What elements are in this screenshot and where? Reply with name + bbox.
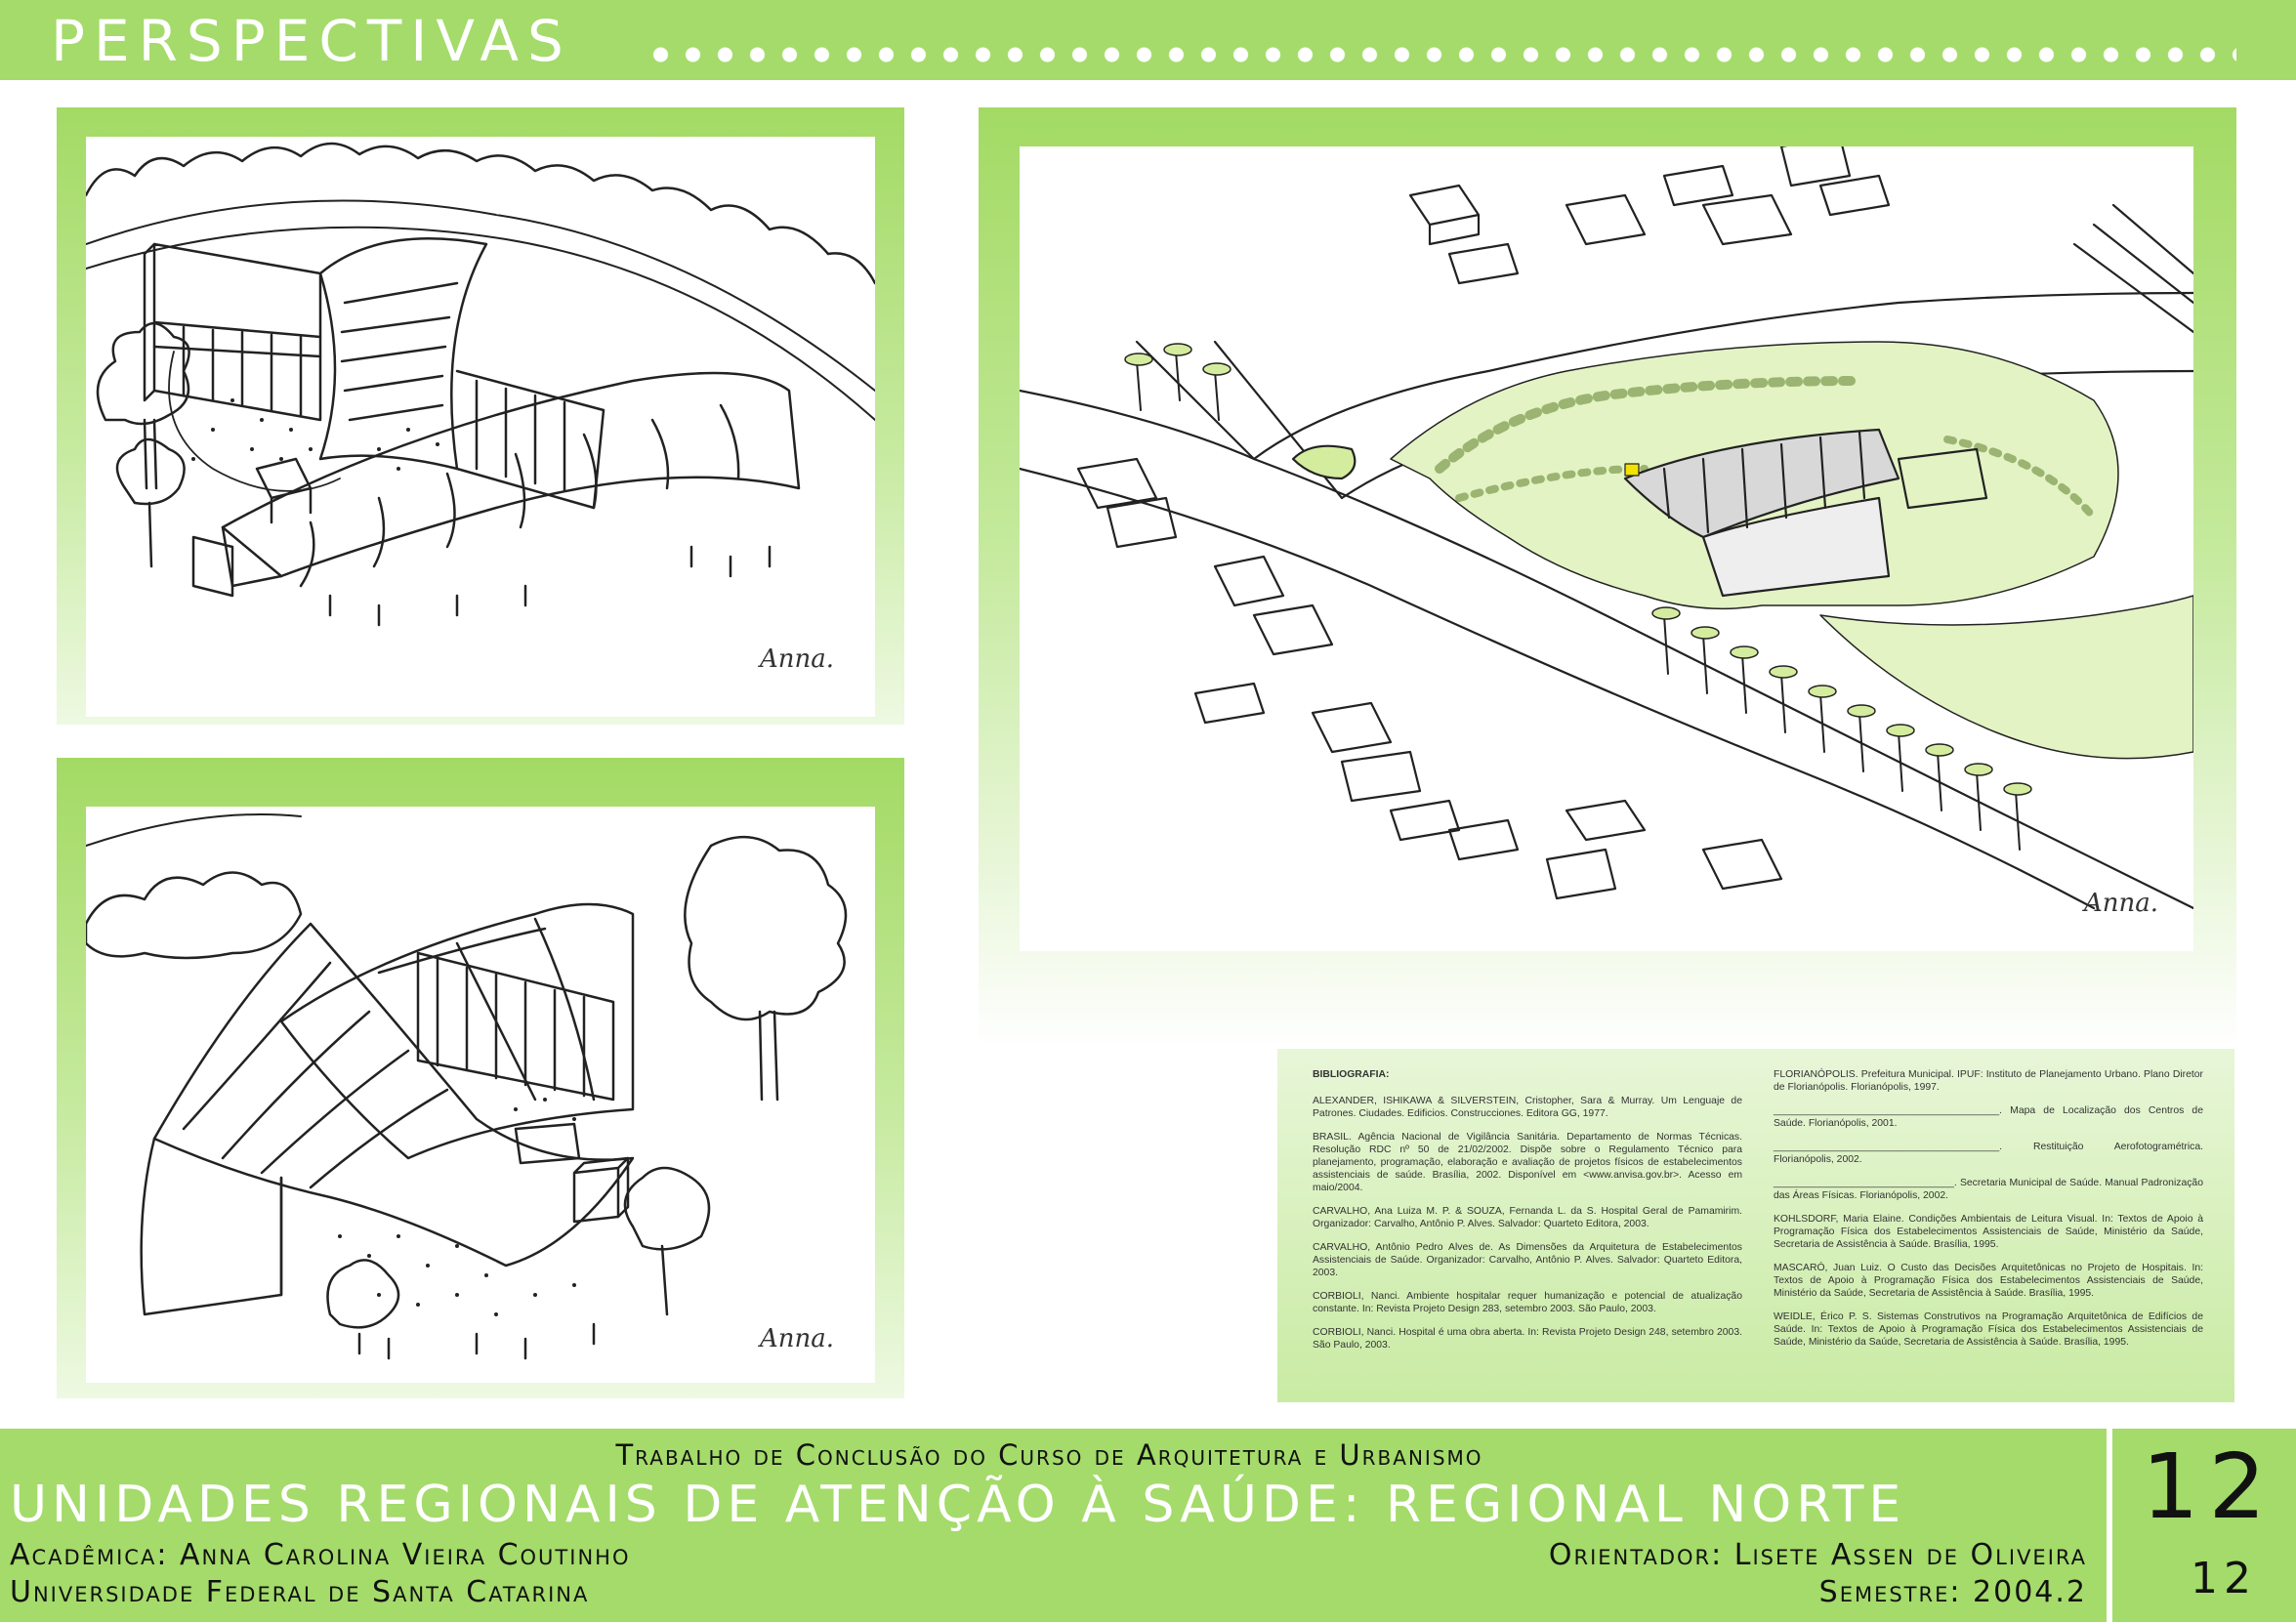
reference-entry: CARVALHO, Ana Luiza M. P. & SOUZA, Fernanda L. da S. Hospital Geral de Pamamirim. Organizador: Carvalho, Antônio P. Alves. Salvador: Quarteto Editora, 2003. (1313, 1206, 1742, 1229)
artist-signature: Anna. (760, 1324, 835, 1353)
student-name: Acadêmica: Anna Carolina Vieira Coutinho (10, 1538, 631, 1572)
site-perspective-sketch (1020, 146, 2193, 951)
page-title: PERSPECTIVAS (51, 8, 572, 74)
bibliography-heading: BIBLIOGRAFIA: (1313, 1069, 1390, 1080)
reference-entry: CARVALHO, Antônio Pedro Alves de. As Dimensões da Arquitetura de Estabelecimentos Assistenciais de Saúde. Organizador: Carvalho, Antônio P. Alves. Salvador: Quarteto Editora, 2003. (1313, 1242, 1742, 1278)
university-name: Universidade Federal de Santa Catarina (10, 1575, 590, 1609)
reference-entry: FLORIANÓPOLIS. Prefeitura Municipal. IPUF: Instituto de Planejamento Urbano. Plano Diretor de Florianópolis. Florianópolis, 1997. (1774, 1069, 2203, 1093)
reference-entry: CORBIOLI, Nanci. Ambiente hospitalar requer humanização e potencial de atualização constante. In: Revista Projeto Design 283, setembro 2003. São Paulo, 2003. (1313, 1291, 1742, 1314)
artist-signature: Anna. (2084, 889, 2159, 918)
reference-entry: ALEXANDER, ISHIKAWA & SILVERSTEIN, Cristopher, Sara & Murray. Um Lenguaje de Patrones. Ciudades. Edificios. Construcciones. Editora GG, 1977. (1313, 1096, 1742, 1119)
bibliography-right-column (1774, 1068, 2203, 1359)
bibliography-left-column (1313, 1068, 1742, 1362)
reference-entry: ________________________________________. Restituição Aerofotogramétrica. Florianópolis, 2002. (1774, 1142, 2203, 1165)
bibliography-panel (1277, 1049, 2234, 1402)
title-bar (0, 0, 2296, 80)
footer-bar (0, 1429, 2296, 1622)
perspective-sketch-2 (86, 807, 875, 1383)
page-number-box (2107, 1429, 2296, 1622)
title-dot-leader (645, 47, 2236, 62)
reference-entry: MASCARÓ, Juan Luiz. O Custo das Decisões Arquitetônicas no Projeto de Hospitais. In: Textos de Apoio à Programação Física dos Estabelecimentos Assistenciais de Saúde, Ministério da Saúde, Secretaria de Assistência à Saúde. Brasília, 1995. (1774, 1263, 2203, 1299)
semester-label: Semestre: 2004.2 (1818, 1575, 2087, 1609)
reference-entry: ________________________________. Secretaria Municipal de Saúde. Manual Padronização das Áreas Físicas. Florianópolis, 2002. (1774, 1178, 2203, 1201)
reference-entry: ________________________________________. Mapa de Localização dos Centros de Saúde. Florianópolis, 2001. (1774, 1105, 2203, 1129)
course-title: Trabalho de Conclusão do Curso de Arquitetura e Urbanismo (615, 1438, 1483, 1472)
reference-entry: WEIDLE, Érico P. S. Sistemas Construtivos na Programação Arquitetônica de Edifícios de Saúde. In: Textos de Apoio à Programação Física dos Estabelecimentos Assistenciais de Saúde, Ministério da Saúde, Secretaria de Assistência à Saúde. Brasília, 1995. (1774, 1311, 2203, 1348)
reference-entry: BRASIL. Agência Nacional de Vigilância Sanitária. Departamento de Normas Técnicas. Resolução RDC nº 50 de 21/02/2002. Dispõe sobre o Regulamento Técnico para planejamento, programação, elaboração e avaliação de projetos físicos de estabelecimentos assistenciais de saúde. Brasília, 2002. Disponível em <www.anvisa.gov.br>. Acesso em maio/2004. (1313, 1132, 1742, 1193)
project-title: UNIDADES REGIONAIS DE ATENÇÃO À SAÚDE: REGIONAL NORTE (10, 1476, 1906, 1534)
reference-entry: CORBIOLI, Nanci. Hospital é uma obra aberta. In: Revista Projeto Design 248, setembro 2003. São Paulo, 2003. (1313, 1327, 1742, 1351)
reference-entry: KOHLSDORF, Maria Elaine. Condições Ambientais de Leitura Visual. In: Textos de Apoio à Programação Física dos Estabelecimentos Assistenciais de Saúde, Ministério da Saúde, Secretaria de Assistência à Saúde. Brasília, 1995. (1774, 1214, 2203, 1250)
artist-signature: Anna. (760, 645, 835, 674)
perspective-sketch-1 (86, 137, 875, 717)
page-number: 12 (2142, 1435, 2276, 1539)
page-number-small: 12 (2191, 1554, 2257, 1603)
advisor-name: Orientador: Lisete Assen de Oliveira (1548, 1538, 2087, 1572)
